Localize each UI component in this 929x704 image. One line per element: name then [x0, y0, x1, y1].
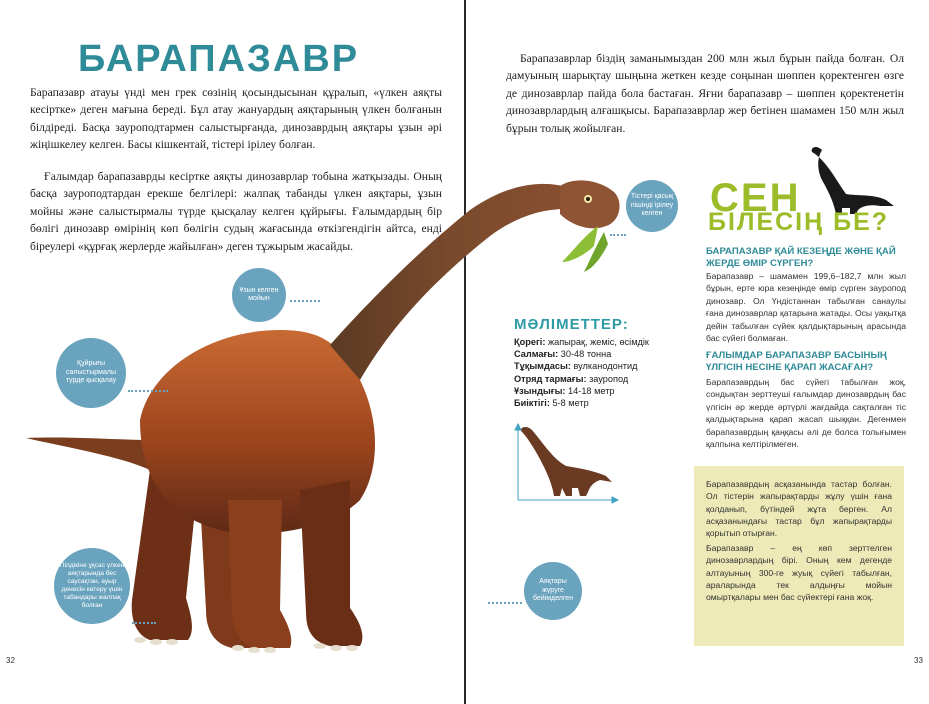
facts-list — [514, 336, 664, 409]
answer-1: Барапазавр – шамамен 199,6–182,7 млн жыл бұрын, ерте юра кезеңінде өмір сүрген зауропод динозавр. Ол Үндістаннан табылған санаулы ғана динозаврлар қатарына жатады. Осы уақытқа дейін табылған сүйек қалдықтарының арасында бас сүйегі болмаған. — [706, 271, 906, 344]
callout-tail-pointer — [128, 390, 168, 392]
answer-2: Барапазаврдың бас сүйегі табылған жоқ, сондықтан зерттеуші ғалымдар динозаврдың бас үлгісін әр жерде әртүрлі жағдайда сақталған тіс қалдықтарына қарап жасап шыққан. Дегенмен барапазаврдың қаңқасы әлі де болса толығымен қалпына келтірілмеген. — [706, 377, 906, 450]
origin-paragraph: Барапазаврлар біздің заманымыздан 200 млн жыл бұрын пайда болған. Ол дамуының шарықтау шыңына жеткен кезде соңынан шөппен қоректенген өзге де динозаврлар пайда бола бастаған. Яғни барапазавр – шөппен қоректенетін динозаврлардың алғашқысы. Барапазаврлар жер бетінен шамамен 150 млн жыл бұрын толық жойылған. — [506, 52, 904, 135]
page-number-right: 33 — [914, 656, 923, 665]
page-title: БАРАПАЗАВР — [78, 38, 360, 80]
callout-neck-pointer — [290, 300, 320, 302]
callout-teeth-pointer — [610, 234, 626, 236]
page-number-left: 32 — [6, 656, 15, 665]
fact-row: Салмағы: 30-48 тонна — [514, 349, 612, 360]
callout-tail: Құйрығы салыстырмалы түрде қысқалау — [56, 338, 126, 408]
info-box-paragraph-2: Барапазавр – ең көп зерттелген динозаврлардың бірі. Оның кем дегенде алтауының 300-ге жуық сүйегі табылған, араларында тек алдыңғы мойын омыртқалары мен бас сүйектері ғана жоқ. — [706, 543, 892, 603]
info-box — [694, 466, 904, 646]
callout-teeth: Тістері қасық пішінді ірілеу келген — [626, 180, 678, 232]
fact-row: Ұзындығы: 14-18 метр — [514, 385, 615, 396]
fact-row: Биіктігі: 5-8 метр — [514, 398, 589, 409]
facts-title: МӘЛІМЕТТЕР: — [514, 316, 629, 333]
classification-paragraph: Ғалымдар барапазаврды кесіртке аяқты динозаврлар тобына жатқызады. Оның басқа зауроподтардан ерекше белгілері: жалпақ табанды үлкен аяқтары, ұзын мойны және салыстырмалы түрде қысқалау келген құйрығы. Ғалымдардың бір бөлігі динозавр өмірінің көп бөлігін судың жағасында өткізгендігін айтса, енді біреулері «құрғақ жерлерде жайылған» деген тұжырым жасайды. — [30, 170, 442, 253]
intro-paragraph: Барапазавр атауы үнді мен грек сөзінің қосындысынан құралып, «үлкен аяқты кесіртке» деген мағына береді. Бұл атау жануардың аяқтарының үлкен болғанын білдіреді. Басқа зауроподтармен салыстырғанда, динозаврдың аяқтары ұзын әрі жіңішкелеу келген. Басы кішкентай, тістері ірілеу болған. — [30, 86, 442, 152]
fact-row: Отряд тармағы: зауропод — [514, 373, 629, 384]
question-1: БАРАПАЗАВР ҚАЙ КЕЗЕҢДЕ ЖӘНЕ ҚАЙ ЖЕРДЕ ӨМІР СҮРГЕН? — [706, 246, 896, 269]
info-box-paragraph-1: Барапазаврдың асқазанында тастар болған. Ол тістерін жапырақтарды жұлу үшін ғана қолданып, бүтіндей жұта берген. Ал асқазанындағы тастар бұл жапырақтарды қорытып отырған. — [706, 479, 892, 539]
callout-feet-pointer — [132, 622, 156, 624]
did-you-know-title: СЕН — [710, 176, 801, 220]
fact-row: Тұқымдасы: вулканодонтид — [514, 361, 638, 372]
callout-neck: Ұзын келген мойын — [232, 268, 286, 322]
callout-legs: Аяқтары жүруге бейімделген — [524, 562, 582, 620]
callout-legs-pointer — [488, 602, 522, 604]
fact-row: Қорегі: жапырақ, жеміс, өсімдік — [514, 337, 649, 347]
callout-feet: Пілдікіне ұқсас үлкен аяқтарында бес саусақтан, ауыр денесін көтеру үшін табандары жалпақ болған — [54, 548, 130, 624]
question-2: ҒАЛЫМДАР БАРАПАЗАВР БАСЫНЫҢ ҮЛГІСІН НЕСІНЕ ҚАРАП ЖАСАҒАН? — [706, 350, 887, 373]
did-you-know-subtitle: БІЛЕСІҢ БЕ? — [708, 208, 890, 236]
